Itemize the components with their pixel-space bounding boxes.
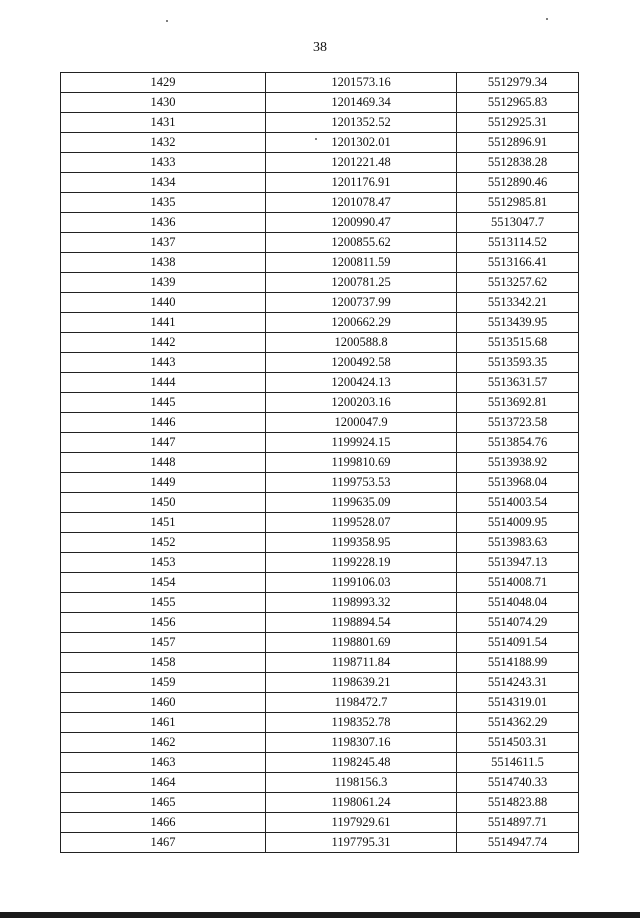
x-coordinate-cell: 1198801.69 xyxy=(266,633,457,653)
y-coordinate-cell: 5514503.31 xyxy=(457,733,579,753)
x-coordinate-cell: 1200203.16 xyxy=(266,393,457,413)
table-row xyxy=(61,493,579,513)
y-coordinate-cell: 5513723.58 xyxy=(457,413,579,433)
y-coordinate-cell: 5512965.83 xyxy=(457,93,579,113)
table-row xyxy=(61,793,579,813)
y-coordinate-cell: 5514362.29 xyxy=(457,713,579,733)
scan-speck xyxy=(546,18,548,20)
x-coordinate-cell: 1198307.16 xyxy=(266,733,457,753)
y-coordinate-cell: 5513114.52 xyxy=(457,233,579,253)
table-row xyxy=(61,233,579,253)
point-number-cell: 1434 xyxy=(61,173,266,193)
table-row xyxy=(61,813,579,833)
table-row xyxy=(61,313,579,333)
y-coordinate-cell: 5514048.04 xyxy=(457,593,579,613)
point-number-cell: 1438 xyxy=(61,253,266,273)
y-coordinate-cell: 5514091.54 xyxy=(457,633,579,653)
table-row xyxy=(61,533,579,553)
point-number-cell: 1454 xyxy=(61,573,266,593)
y-coordinate-cell: 5512838.28 xyxy=(457,153,579,173)
y-coordinate-cell: 5513047.7 xyxy=(457,213,579,233)
table-row xyxy=(61,133,579,153)
y-coordinate-cell: 5513166.41 xyxy=(457,253,579,273)
point-number-cell: 1439 xyxy=(61,273,266,293)
point-number-cell: 1449 xyxy=(61,473,266,493)
point-number-cell: 1432 xyxy=(61,133,266,153)
x-coordinate-cell: 1198061.24 xyxy=(266,793,457,813)
point-number-cell: 1446 xyxy=(61,413,266,433)
table-row xyxy=(61,753,579,773)
coordinates-table xyxy=(60,72,579,853)
y-coordinate-cell: 5514740.33 xyxy=(457,773,579,793)
x-coordinate-cell: 1200588.8 xyxy=(266,333,457,353)
y-coordinate-cell: 5514003.54 xyxy=(457,493,579,513)
table-row xyxy=(61,253,579,273)
x-coordinate-cell: 1201221.48 xyxy=(266,153,457,173)
point-number-cell: 1462 xyxy=(61,733,266,753)
y-coordinate-cell: 5513938.92 xyxy=(457,453,579,473)
scan-edge xyxy=(0,912,640,918)
y-coordinate-cell: 5513257.62 xyxy=(457,273,579,293)
x-coordinate-cell: 1200492.58 xyxy=(266,353,457,373)
x-coordinate-cell: 1201573.16 xyxy=(266,73,457,93)
x-coordinate-cell: 1197795.31 xyxy=(266,833,457,853)
x-coordinate-cell: 1198993.32 xyxy=(266,593,457,613)
point-number-cell: 1443 xyxy=(61,353,266,373)
table-row xyxy=(61,673,579,693)
scan-speck xyxy=(315,138,317,140)
y-coordinate-cell: 5514947.74 xyxy=(457,833,579,853)
point-number-cell: 1467 xyxy=(61,833,266,853)
scan-speck xyxy=(166,20,168,22)
y-coordinate-cell: 5514319.01 xyxy=(457,693,579,713)
x-coordinate-cell: 1200990.47 xyxy=(266,213,457,233)
y-coordinate-cell: 5513515.68 xyxy=(457,333,579,353)
x-coordinate-cell: 1199810.69 xyxy=(266,453,457,473)
y-coordinate-cell: 5514897.71 xyxy=(457,813,579,833)
x-coordinate-cell: 1199358.95 xyxy=(266,533,457,553)
x-coordinate-cell: 1200811.59 xyxy=(266,253,457,273)
y-coordinate-cell: 5514823.88 xyxy=(457,793,579,813)
coordinates-table-body xyxy=(61,73,579,853)
page-number: 38 xyxy=(313,40,327,55)
y-coordinate-cell: 5514074.29 xyxy=(457,613,579,633)
y-coordinate-cell: 5513631.57 xyxy=(457,373,579,393)
x-coordinate-cell: 1201469.34 xyxy=(266,93,457,113)
point-number-cell: 1460 xyxy=(61,693,266,713)
table-row xyxy=(61,553,579,573)
point-number-cell: 1461 xyxy=(61,713,266,733)
point-number-cell: 1436 xyxy=(61,213,266,233)
point-number-cell: 1464 xyxy=(61,773,266,793)
point-number-cell: 1444 xyxy=(61,373,266,393)
y-coordinate-cell: 5513947.13 xyxy=(457,553,579,573)
x-coordinate-cell: 1200855.62 xyxy=(266,233,457,253)
table-row xyxy=(61,453,579,473)
y-coordinate-cell: 5513593.35 xyxy=(457,353,579,373)
y-coordinate-cell: 5514188.99 xyxy=(457,653,579,673)
point-number-cell: 1437 xyxy=(61,233,266,253)
x-coordinate-cell: 1198156.3 xyxy=(266,773,457,793)
table-row xyxy=(61,693,579,713)
table-row xyxy=(61,373,579,393)
table-row xyxy=(61,93,579,113)
x-coordinate-cell: 1200424.13 xyxy=(266,373,457,393)
table-row xyxy=(61,293,579,313)
table-row xyxy=(61,833,579,853)
x-coordinate-cell: 1198472.7 xyxy=(266,693,457,713)
table-row xyxy=(61,413,579,433)
point-number-cell: 1458 xyxy=(61,653,266,673)
x-coordinate-cell: 1199106.03 xyxy=(266,573,457,593)
table-row xyxy=(61,473,579,493)
point-number-cell: 1433 xyxy=(61,153,266,173)
y-coordinate-cell: 5512979.34 xyxy=(457,73,579,93)
x-coordinate-cell: 1198352.78 xyxy=(266,713,457,733)
table-row xyxy=(61,273,579,293)
x-coordinate-cell: 1197929.61 xyxy=(266,813,457,833)
point-number-cell: 1429 xyxy=(61,73,266,93)
point-number-cell: 1445 xyxy=(61,393,266,413)
table-row xyxy=(61,393,579,413)
x-coordinate-cell: 1199228.19 xyxy=(266,553,457,573)
x-coordinate-cell: 1200662.29 xyxy=(266,313,457,333)
y-coordinate-cell: 5513968.04 xyxy=(457,473,579,493)
x-coordinate-cell: 1198639.21 xyxy=(266,673,457,693)
table-row xyxy=(61,653,579,673)
point-number-cell: 1453 xyxy=(61,553,266,573)
point-number-cell: 1457 xyxy=(61,633,266,653)
x-coordinate-cell: 1198245.48 xyxy=(266,753,457,773)
point-number-cell: 1465 xyxy=(61,793,266,813)
point-number-cell: 1435 xyxy=(61,193,266,213)
y-coordinate-cell: 5512985.81 xyxy=(457,193,579,213)
point-number-cell: 1430 xyxy=(61,93,266,113)
point-number-cell: 1455 xyxy=(61,593,266,613)
x-coordinate-cell: 1201078.47 xyxy=(266,193,457,213)
point-number-cell: 1452 xyxy=(61,533,266,553)
y-coordinate-cell: 5514009.95 xyxy=(457,513,579,533)
y-coordinate-cell: 5513983.63 xyxy=(457,533,579,553)
table-row xyxy=(61,513,579,533)
point-number-cell: 1466 xyxy=(61,813,266,833)
y-coordinate-cell: 5514611.5 xyxy=(457,753,579,773)
table-row xyxy=(61,113,579,133)
y-coordinate-cell: 5512896.91 xyxy=(457,133,579,153)
table-row xyxy=(61,593,579,613)
table-row xyxy=(61,733,579,753)
table-row xyxy=(61,213,579,233)
x-coordinate-cell: 1199528.07 xyxy=(266,513,457,533)
x-coordinate-cell: 1201352.52 xyxy=(266,113,457,133)
y-coordinate-cell: 5513854.76 xyxy=(457,433,579,453)
point-number-cell: 1456 xyxy=(61,613,266,633)
table-row xyxy=(61,613,579,633)
x-coordinate-cell: 1198894.54 xyxy=(266,613,457,633)
table-row xyxy=(61,173,579,193)
point-number-cell: 1442 xyxy=(61,333,266,353)
table-row xyxy=(61,333,579,353)
point-number-cell: 1463 xyxy=(61,753,266,773)
x-coordinate-cell: 1200781.25 xyxy=(266,273,457,293)
x-coordinate-cell: 1198711.84 xyxy=(266,653,457,673)
table-row xyxy=(61,713,579,733)
x-coordinate-cell: 1200737.99 xyxy=(266,293,457,313)
table-row xyxy=(61,153,579,173)
y-coordinate-cell: 5513342.21 xyxy=(457,293,579,313)
point-number-cell: 1431 xyxy=(61,113,266,133)
x-coordinate-cell: 1199635.09 xyxy=(266,493,457,513)
point-number-cell: 1440 xyxy=(61,293,266,313)
y-coordinate-cell: 5514243.31 xyxy=(457,673,579,693)
point-number-cell: 1447 xyxy=(61,433,266,453)
table-row xyxy=(61,73,579,93)
x-coordinate-cell: 1199753.53 xyxy=(266,473,457,493)
point-number-cell: 1459 xyxy=(61,673,266,693)
y-coordinate-cell: 5512890.46 xyxy=(457,173,579,193)
point-number-cell: 1450 xyxy=(61,493,266,513)
y-coordinate-cell: 5513439.95 xyxy=(457,313,579,333)
x-coordinate-cell: 1199924.15 xyxy=(266,433,457,453)
point-number-cell: 1451 xyxy=(61,513,266,533)
x-coordinate-cell: 1200047.9 xyxy=(266,413,457,433)
point-number-cell: 1441 xyxy=(61,313,266,333)
table-row xyxy=(61,573,579,593)
point-number-cell: 1448 xyxy=(61,453,266,473)
table-row xyxy=(61,193,579,213)
x-coordinate-cell: 1201176.91 xyxy=(266,173,457,193)
x-coordinate-cell: 1201302.01 xyxy=(266,133,457,153)
table-row xyxy=(61,773,579,793)
y-coordinate-cell: 5512925.31 xyxy=(457,113,579,133)
y-coordinate-cell: 5513692.81 xyxy=(457,393,579,413)
y-coordinate-cell: 5514008.71 xyxy=(457,573,579,593)
table-row xyxy=(61,353,579,373)
table-row xyxy=(61,433,579,453)
table-row xyxy=(61,633,579,653)
